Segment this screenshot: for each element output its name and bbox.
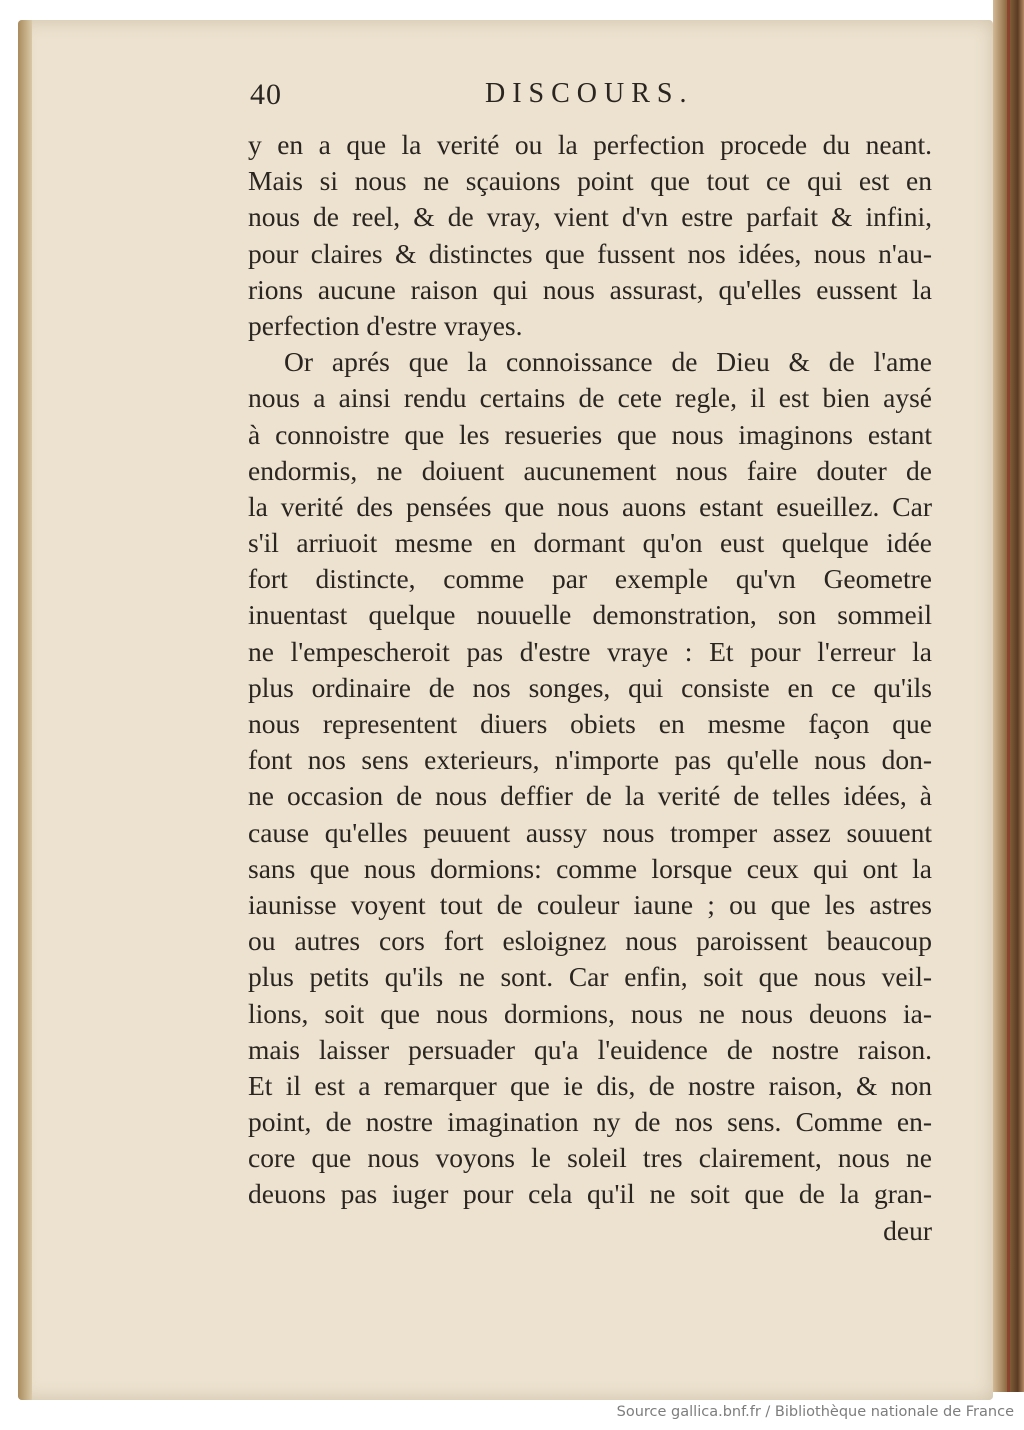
catchword: deur bbox=[883, 1214, 932, 1246]
text-line: pour claires & distinctes que fussent nos idées, nous n'au- bbox=[248, 237, 932, 269]
text-line: endormis, ne doiuent aucunement nous faire douter de bbox=[248, 454, 932, 486]
text-line: ne l'empescheroit pas d'estre vraye : Et pour l'erreur la bbox=[248, 635, 932, 667]
text-line: cause qu'elles peuuent aussy nous tromper assez souuent bbox=[248, 816, 932, 848]
text-line: ou autres cors fort esloignez nous paroissent beaucoup bbox=[248, 925, 932, 957]
text-line: font nos sens exterieurs, n'importe pas qu'elle nous don- bbox=[248, 744, 932, 776]
source-credit: Source gallica.bnf.fr / Bibliothèque nationale de France bbox=[616, 1404, 1014, 1420]
body-text bbox=[248, 127, 932, 1249]
text-line: lions, soit que nous dormions, nous ne nous deuons ia- bbox=[248, 997, 932, 1029]
text-line: plus petits qu'ils ne sont. Car enfin, soit que nous veil- bbox=[248, 961, 932, 993]
text-line: à connoistre que les resueries que nous imaginons estant bbox=[248, 418, 932, 450]
binding-thread bbox=[1007, 0, 1010, 1392]
text-line: rions aucune raison qui nous assurast, qu'elles eussent la bbox=[248, 273, 932, 305]
text-line: s'il arriuoit mesme en dormant qu'on eust quelque idée bbox=[248, 527, 932, 559]
text-line: inuentast quelque nouuelle demonstration, son sommeil bbox=[248, 599, 932, 631]
running-head: DISCOURS. bbox=[485, 78, 694, 109]
text-line: core que nous voyons le soleil tres clairement, nous ne bbox=[248, 1142, 932, 1174]
text-line: iaunisse voyent tout de couleur iaune ; ou que les astres bbox=[248, 888, 932, 920]
text-line: nous a ainsi rendu certains de cete regle, il est bien aysé bbox=[248, 382, 932, 414]
text-line: plus ordinaire de nos songes, qui consiste en ce qu'ils bbox=[248, 671, 932, 703]
text-line: nous representent diuers obiets en mesme façon que bbox=[248, 708, 932, 739]
text-line: y en a que la verité ou la perfection procede du neant. bbox=[248, 129, 932, 160]
text-line: Or aprés que la connoissance de Dieu & de l'ame bbox=[284, 346, 932, 378]
text-line: nous de reel, & de vray, vient d'vn estre parfait & infini, bbox=[248, 201, 932, 233]
text-line: deuons pas iuger pour cela qu'il ne soit que de la gran- bbox=[248, 1178, 932, 1210]
text-line: fort distincte, comme par exemple qu'vn Geometre bbox=[248, 563, 932, 595]
page-number: 40 bbox=[250, 78, 282, 111]
text-line: ne occasion de nous deffier de la verité de telles idées, à bbox=[248, 780, 932, 812]
text-line: perfection d'estre vrayes. bbox=[248, 309, 523, 341]
page-left-edge bbox=[18, 20, 32, 1400]
text-line: mais laisser persuader qu'a l'euidence de nostre raison. bbox=[248, 1033, 932, 1065]
text-line: point, de nostre imagination ny de nos sens. Comme en- bbox=[248, 1106, 932, 1138]
page-header bbox=[250, 78, 930, 122]
text-line: Et il est a remarquer que ie dis, de nostre raison, & non bbox=[248, 1069, 932, 1101]
text-line: la verité des pensées que nous auons estant esueillez. Car bbox=[248, 490, 932, 522]
text-line: Mais si nous ne sçauions point que tout ce qui est en bbox=[248, 165, 932, 197]
text-line: sans que nous dormions: comme lorsque ceux qui ont la bbox=[248, 852, 932, 884]
